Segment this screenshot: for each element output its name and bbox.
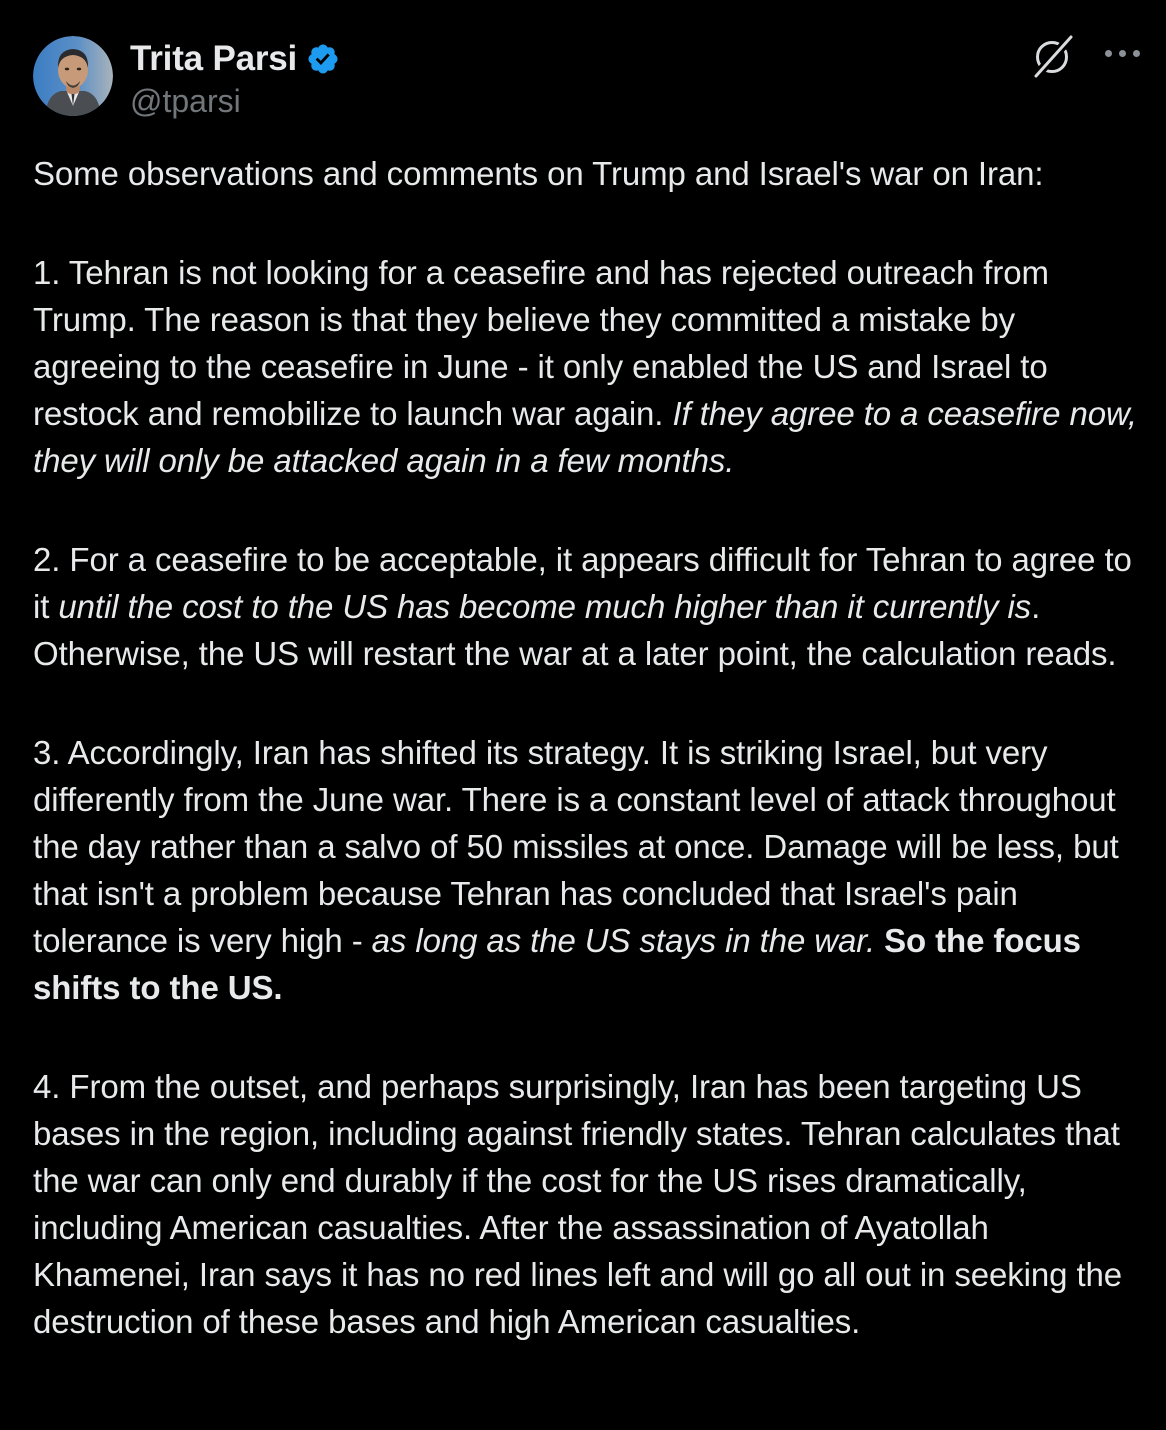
author-block xyxy=(130,38,340,121)
tweet-paragraph xyxy=(33,150,1143,197)
text-segment-normal: 4. From the outset, and perhaps surprisingly, Iran has been targeting US bases in the region, including against friendly states. Tehran calculates that the war can only end durably if the cost for the US rises dramatically, including American casualties. After the assassination of Ayatollah Khamenei, Iran says it has no red lines left and will go all out in seeking the destruction of these bases and high American casualties. xyxy=(33,1068,1123,1340)
tweet-paragraph xyxy=(33,1063,1143,1345)
text-segment-italic: until the cost to the US has become much higher than it currently is xyxy=(58,588,1032,625)
text-segment-normal: 2. For a ceasefire to be acceptable, it appears difficult for Tehran to agree to it xyxy=(33,541,1132,625)
text-segment-normal: Some observations and comments on Trump and Israel's war on Iran: xyxy=(33,155,1044,192)
text-segment-normal: . Otherwise, the US will restart the war at a later point, the calculation reads. xyxy=(33,588,1117,672)
grok-icon xyxy=(1028,34,1076,82)
text-segment-normal: 3. Accordingly, Iran has shifted its strategy. It is striking Israel, but very differently from the June war. There is a constant level of attack throughout the day rather than a salvo of 50 missiles at once. Damage will be less, but that isn't a problem because Tehran has concluded that Israel's pain tolerance is very high - xyxy=(33,734,1119,959)
text-segment-italic: as long as the US stays in the war. xyxy=(371,922,876,959)
more-options-button[interactable] xyxy=(1101,46,1144,61)
verified-badge-icon xyxy=(306,42,340,76)
display-name: Trita Parsi xyxy=(130,39,298,78)
text-segment-italic: If they agree to a ceasefire now, they will only be attacked again in a few months. xyxy=(33,395,1137,479)
grok-button[interactable] xyxy=(1028,34,1076,82)
text-segment-normal xyxy=(875,922,884,959)
text-segment-bold: So the focus shifts to the US. xyxy=(33,922,1081,1006)
header-actions xyxy=(1026,30,1166,90)
tweet-paragraph xyxy=(33,536,1143,677)
ellipsis-icon xyxy=(1133,50,1140,57)
ellipsis-icon xyxy=(1105,50,1112,57)
text-segment-normal: 1. Tehran is not looking for a ceasefire and has rejected outreach from Trump. The reason is that they believe they committed a mistake by agreeing to the ceasefire in June - it only enabled the US and Israel to restock and remobilize to launch war again. xyxy=(33,254,1049,432)
avatar[interactable] xyxy=(33,36,113,116)
user-handle: @tparsi xyxy=(130,83,241,119)
author-name-row[interactable] xyxy=(130,38,340,80)
ellipsis-icon xyxy=(1119,50,1126,57)
tweet-paragraph xyxy=(33,249,1143,484)
avatar-photo xyxy=(33,36,113,116)
tweet-text xyxy=(33,150,1143,1345)
tweet-paragraph xyxy=(33,729,1143,1011)
